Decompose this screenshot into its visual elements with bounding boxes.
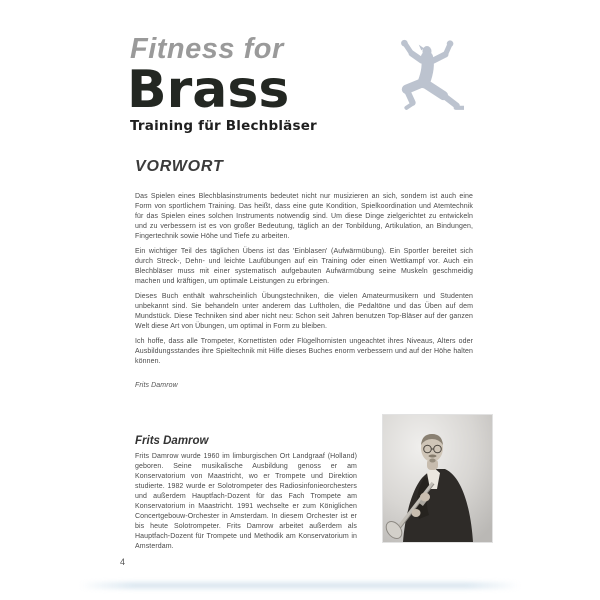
bodybuilder-silhouette-svg (392, 38, 464, 116)
logo-subtitle: Training für Blechbläser (130, 118, 317, 134)
section-heading-vorwort: VORWORT (135, 158, 224, 175)
bio-heading: Frits Damrow (135, 435, 209, 447)
page-edge-shadow (80, 582, 520, 589)
page-number: 4 (120, 557, 126, 567)
vorwort-text (135, 192, 473, 396)
frits-damrow-portrait-svg (383, 415, 492, 542)
vorwort-paragraph-3: Dieses Buch enthält wahrscheinlich Übungstechniken, die vielen Amateurmusikern und Studenten unbekannt sind. Sie behandeln unter anderem das Luftholen, die Pedaltöne und das Üben auf dem Mundstück. Diese Techniken sind aber nicht neu: Schon seit Jahren benutzen Top-Bläser auf der ganzen Welt diese Art von Übungen, um optimal in Form zu bleiben. (135, 293, 473, 330)
vorwort-paragraph-1: Das Spielen eines Blechblasinstruments bedeutet nicht nur musizieren an sich, sondern ist auch eine Form von sportlichem Training. Das heißt, dass eine gute Kondition, Spielkoordination und Atemtechnik für das Spielen eines solchen Instruments notwendig sind. Um diese Dinge zielgerichtet zu entwickeln und zu verbessern ist es von großer Bedeutung, täglich an der Tonbildung, Artikulation, an Bindungen, Fingertechnik sowie Höhe und Tiefe zu arbeiten. (135, 193, 473, 240)
bio-text: Frits Damrow wurde 1960 im limburgischen Ort Landgraaf (Holland) geboren. Seine musikalische Ausbildung genoss er am Konservatorium von Maastricht, wo er Trompete und Direktion studierte. 1982 wurde er Solotrompeter des Radiosinfonieorchesters und außerdem Hauptfach-Dozent für das Fach Trompete am Konservatorium in Maastricht. 1991 wechselte er zum Königlichen Concertgebouw-Orchester in Amsterdam. In diesem Orchester ist er bis heute Solotrompeter. Frits Damrow arbeitet außerdem als Hauptfach-Dozent für Trompete und Methodik am Konservatorium in Amsterdam. (135, 453, 357, 550)
logo-title: Brass (127, 60, 290, 120)
bodybuilder-icon (392, 38, 464, 116)
vorwort-paragraph-2: Ein wichtiger Teil des täglichen Übens ist das 'Einblasen' (Aufwärmübung). Ein Sportler bereitet sich durch Streck-, Dehn- und leichte Laufübungen auf ein Training oder einen Wettkampf vor. Auch ein Blechbläser muss mit einer systematisch aufgebauten Aufwärmübung seine Muskeln geschmeidig machen und kräftigen, um optimale Leistungen zu erbringen. (135, 248, 473, 285)
vorwort-paragraph-4: Ich hoffe, dass alle Trompeter, Kornettisten oder Flügelhornisten ungeachtet ihres Niveaus, Alters oder Ausbildungsstandes ihre Spieltechnik mit Hilfe dieses Buches enorm verbessern und auf der Höhe halten können. (135, 338, 473, 365)
author-signature: Frits Damrow (135, 382, 178, 389)
logo-tagline: Fitness for (130, 33, 284, 65)
logo (127, 33, 317, 134)
portrait-photo (383, 415, 492, 542)
